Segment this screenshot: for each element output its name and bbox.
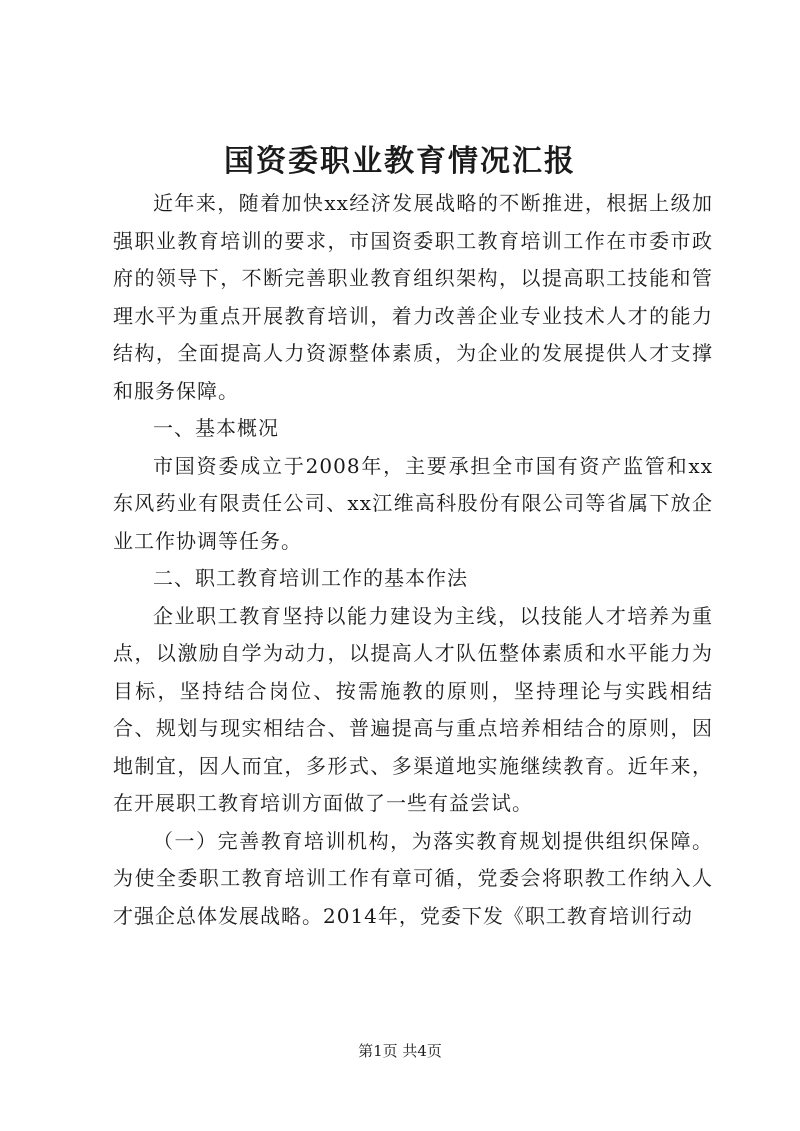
paragraph-subsection-1: （一）完善教育培训机构，为落实教育规划提供组织保障。为使全委职工教育培训工作有章可循，党委会将职教工作纳入人才强企总体发展战略。2014年，党委下发《职工教育培训行动	[113, 828, 713, 928]
page-number-footer: 第1页 共4页	[358, 1042, 442, 1060]
document-body	[113, 185, 713, 935]
section-heading-overview: 一、基本概况	[153, 416, 279, 440]
document-title: 国资委职业教育情况汇报	[224, 144, 576, 179]
paragraph-intro: 近年来，随着加快xx经济发展战略的不断推进，根据上级加强职业教育培训的要求，市国资委职工教育培训工作在市委市政府的领导下，不断完善职业教育组织架构，以提高职工技能和管理水平为重点开展教育培训，着力改善企业专业技术人才的能力结构，全面提高人力资源整体素质，为企业的发展提供人才支撑和服务保障。	[113, 191, 713, 403]
paragraph-practices: 企业职工教育坚持以能力建设为主线，以技能人才培养为重点，以激励自学为动力，以提高人才队伍整体素质和水平能力为目标，坚持结合岗位、按需施教的原则，坚持理论与实践相结合、规划与现实相结合、普遍提高与重点培养相结合的原则，因地制宜，因人而宜，多形式、多渠道地实施继续教育。近年来，在开展职工教育培训方面做了一些有益尝试。	[113, 603, 713, 815]
section-heading-practices: 二、职工教育培训工作的基本作法	[153, 566, 468, 590]
paragraph-overview: 市国资委成立于2008年，主要承担全市国有资产监管和xx东风药业有限责任公司、xx江维高科股份有限公司等省属下放企业工作协调等任务。	[113, 453, 713, 553]
